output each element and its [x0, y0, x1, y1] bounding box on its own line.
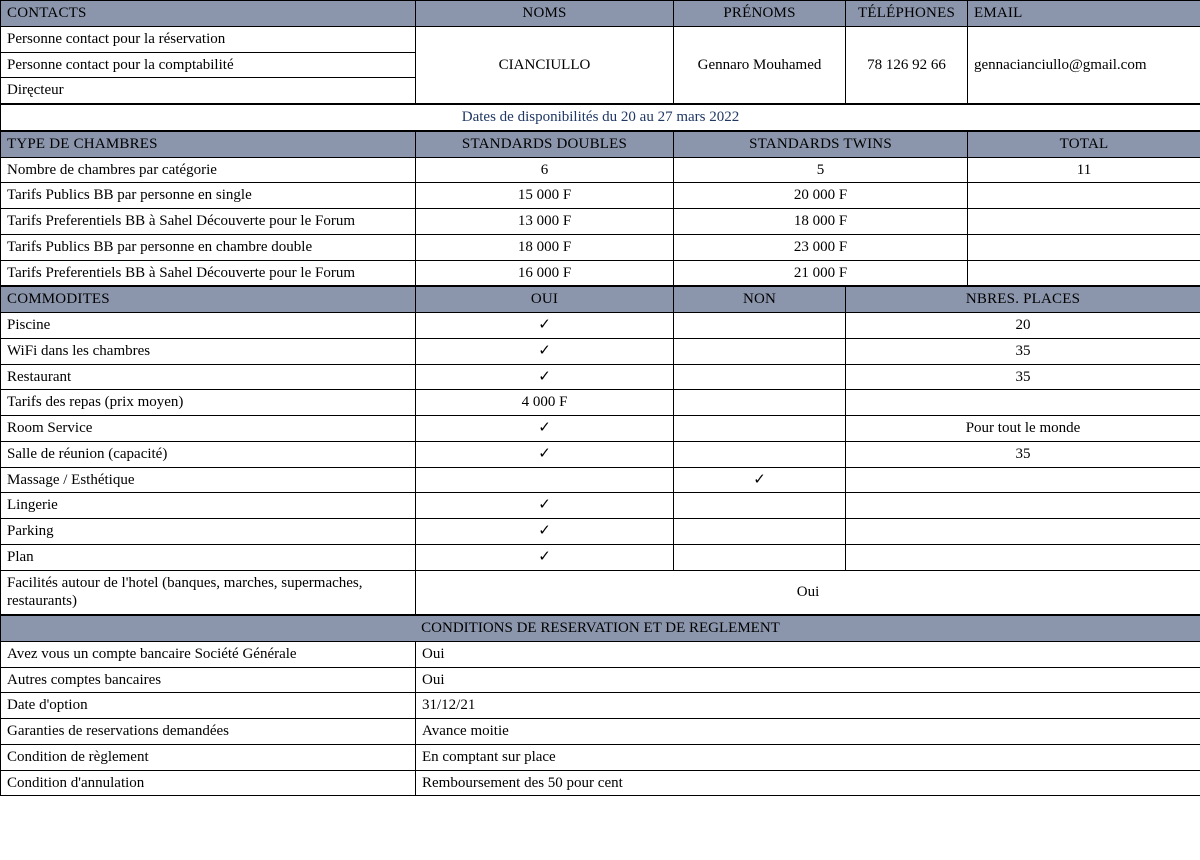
table-row — [1, 260, 1200, 286]
commodity-oui-check: ✓ — [416, 544, 674, 570]
commodity-places: 35 — [846, 441, 1200, 467]
condition-value: 31/12/21 — [416, 693, 1200, 719]
table-row — [1, 641, 1200, 667]
commodity-label: Plan — [1, 544, 416, 570]
condition-value: Avance moitie — [416, 719, 1200, 745]
room-row-total — [968, 260, 1200, 286]
commodity-places: 35 — [846, 364, 1200, 390]
conditions-title-row — [1, 616, 1200, 642]
commodity-label: Room Service — [1, 416, 416, 442]
commodity-places: Pour tout le monde — [846, 416, 1200, 442]
facilities-label: Facilités autour de l'hotel (banques, marches, supermaches, restaurants) — [1, 570, 416, 615]
commodity-non-check — [674, 390, 846, 416]
commodity-label: Parking — [1, 519, 416, 545]
commodity-non-check: ✓ — [674, 467, 846, 493]
condition-value: Oui — [416, 641, 1200, 667]
commodity-places: 35 — [846, 338, 1200, 364]
table-row — [1, 416, 1200, 442]
table-row — [1, 26, 1200, 52]
rooms-header-type: TYPE DE CHAMBRES — [1, 131, 416, 157]
room-row-twins: 20 000 F — [674, 183, 968, 209]
table-row — [1, 744, 1200, 770]
rooms-header-row — [1, 131, 1200, 157]
room-row-twins: 18 000 F — [674, 209, 968, 235]
commodities-header-label: COMMODITES — [1, 287, 416, 313]
room-row-label: Tarifs Publics BB par personne en chambre double — [1, 234, 416, 260]
room-row-label: Tarifs Publics BB par personne en single — [1, 183, 416, 209]
condition-label: Autres comptes bancaires — [1, 667, 416, 693]
table-row — [1, 157, 1200, 183]
commodity-non-check — [674, 313, 846, 339]
condition-value: Remboursement des 50 pour cent — [416, 770, 1200, 796]
contact-email: gennacianciullo@gmail.com — [968, 26, 1200, 103]
commodity-oui-check: ✓ — [416, 441, 674, 467]
room-row-total — [968, 209, 1200, 235]
room-row-total — [968, 234, 1200, 260]
commodity-non-check — [674, 544, 846, 570]
table-row — [1, 338, 1200, 364]
contact-role-directeur: Diręcteur — [1, 78, 416, 104]
table-row — [1, 183, 1200, 209]
condition-label: Avez vous un compte bancaire Société Générale — [1, 641, 416, 667]
table-row — [1, 234, 1200, 260]
room-row-total — [968, 183, 1200, 209]
commodities-table — [0, 286, 1200, 615]
room-row-label: Tarifs Preferentiels BB à Sahel Découverte pour le Forum — [1, 209, 416, 235]
commodities-header-places: NBRES. PLACES — [846, 287, 1200, 313]
table-row — [1, 770, 1200, 796]
commodities-header-row — [1, 287, 1200, 313]
table-row — [1, 364, 1200, 390]
contacts-header-telephones: TÉLÉPHONES — [846, 1, 968, 27]
commodity-label: Massage / Esthétique — [1, 467, 416, 493]
commodity-label: Piscine — [1, 313, 416, 339]
commodity-label: Restaurant — [1, 364, 416, 390]
rooms-table — [0, 131, 1200, 287]
commodity-places: 20 — [846, 313, 1200, 339]
table-row — [1, 693, 1200, 719]
condition-value: En comptant sur place — [416, 744, 1200, 770]
table-row — [1, 544, 1200, 570]
commodity-places — [846, 519, 1200, 545]
contact-nom: CIANCIULLO — [416, 26, 674, 103]
commodity-oui-check: ✓ — [416, 313, 674, 339]
commodity-label: WiFi dans les chambres — [1, 338, 416, 364]
dates-availability-banner: Dates de disponibilités du 20 au 27 mars 2022 — [1, 105, 1200, 131]
commodity-non-check — [674, 519, 846, 545]
commodity-oui-value: 4 000 F — [416, 390, 674, 416]
room-row-label: Nombre de chambres par catégorie — [1, 157, 416, 183]
room-row-doubles: 18 000 F — [416, 234, 674, 260]
commodities-header-non: NON — [674, 287, 846, 313]
commodity-oui-check: ✓ — [416, 519, 674, 545]
room-row-label: Tarifs Preferentiels BB à Sahel Découverte pour le Forum — [1, 260, 416, 286]
table-row — [1, 209, 1200, 235]
condition-label: Condition d'annulation — [1, 770, 416, 796]
commodity-non-check — [674, 364, 846, 390]
commodity-label: Salle de réunion (capacité) — [1, 441, 416, 467]
table-row — [1, 313, 1200, 339]
condition-label: Condition de règlement — [1, 744, 416, 770]
contacts-header-email: EMAIL — [968, 1, 1200, 27]
condition-label: Date d'option — [1, 693, 416, 719]
rooms-header-twins: STANDARDS TWINS — [674, 131, 968, 157]
dates-banner-table — [0, 104, 1200, 131]
commodity-places — [846, 390, 1200, 416]
condition-value: Oui — [416, 667, 1200, 693]
contacts-header-contacts: CONTACTS — [1, 1, 416, 27]
commodity-oui-check: ✓ — [416, 364, 674, 390]
commodity-oui-check: ✓ — [416, 493, 674, 519]
table-row — [1, 467, 1200, 493]
room-row-twins: 21 000 F — [674, 260, 968, 286]
commodities-header-oui: OUI — [416, 287, 674, 313]
commodity-oui-check — [416, 467, 674, 493]
commodity-places — [846, 493, 1200, 519]
commodity-non-check — [674, 338, 846, 364]
commodity-places — [846, 467, 1200, 493]
table-row — [1, 667, 1200, 693]
rooms-header-total: TOTAL — [968, 131, 1200, 157]
room-row-doubles: 16 000 F — [416, 260, 674, 286]
contact-telephone: 78 126 92 66 — [846, 26, 968, 103]
table-row — [1, 719, 1200, 745]
facilities-value: Oui — [416, 570, 1200, 615]
commodity-label: Tarifs des repas (prix moyen) — [1, 390, 416, 416]
contacts-header-noms: NOMS — [416, 1, 674, 27]
condition-label: Garanties de reservations demandées — [1, 719, 416, 745]
table-row — [1, 390, 1200, 416]
contacts-table — [0, 0, 1200, 104]
commodity-label: Lingerie — [1, 493, 416, 519]
room-row-doubles: 6 — [416, 157, 674, 183]
contact-prenom: Gennaro Mouhamed — [674, 26, 846, 103]
table-row — [1, 519, 1200, 545]
conditions-table — [0, 615, 1200, 796]
contacts-header-prenoms: PRÉNOMS — [674, 1, 846, 27]
room-row-total: 11 — [968, 157, 1200, 183]
table-row — [1, 441, 1200, 467]
contact-role-reservation: Personne contact pour la réservation — [1, 26, 416, 52]
commodity-places — [846, 544, 1200, 570]
dates-banner-row — [1, 105, 1200, 131]
room-row-doubles: 15 000 F — [416, 183, 674, 209]
commodity-oui-check: ✓ — [416, 338, 674, 364]
room-row-twins: 5 — [674, 157, 968, 183]
contacts-header-row — [1, 1, 1200, 27]
room-row-twins: 23 000 F — [674, 234, 968, 260]
facilities-row — [1, 570, 1200, 615]
room-row-doubles: 13 000 F — [416, 209, 674, 235]
commodity-non-check — [674, 441, 846, 467]
contact-role-comptabilite: Personne contact pour la comptabilité — [1, 52, 416, 78]
commodity-oui-check: ✓ — [416, 416, 674, 442]
conditions-title: CONDITIONS DE RESERVATION ET DE REGLEMENT — [1, 616, 1200, 642]
table-row — [1, 493, 1200, 519]
commodity-non-check — [674, 416, 846, 442]
rooms-header-doubles: STANDARDS DOUBLES — [416, 131, 674, 157]
commodity-non-check — [674, 493, 846, 519]
